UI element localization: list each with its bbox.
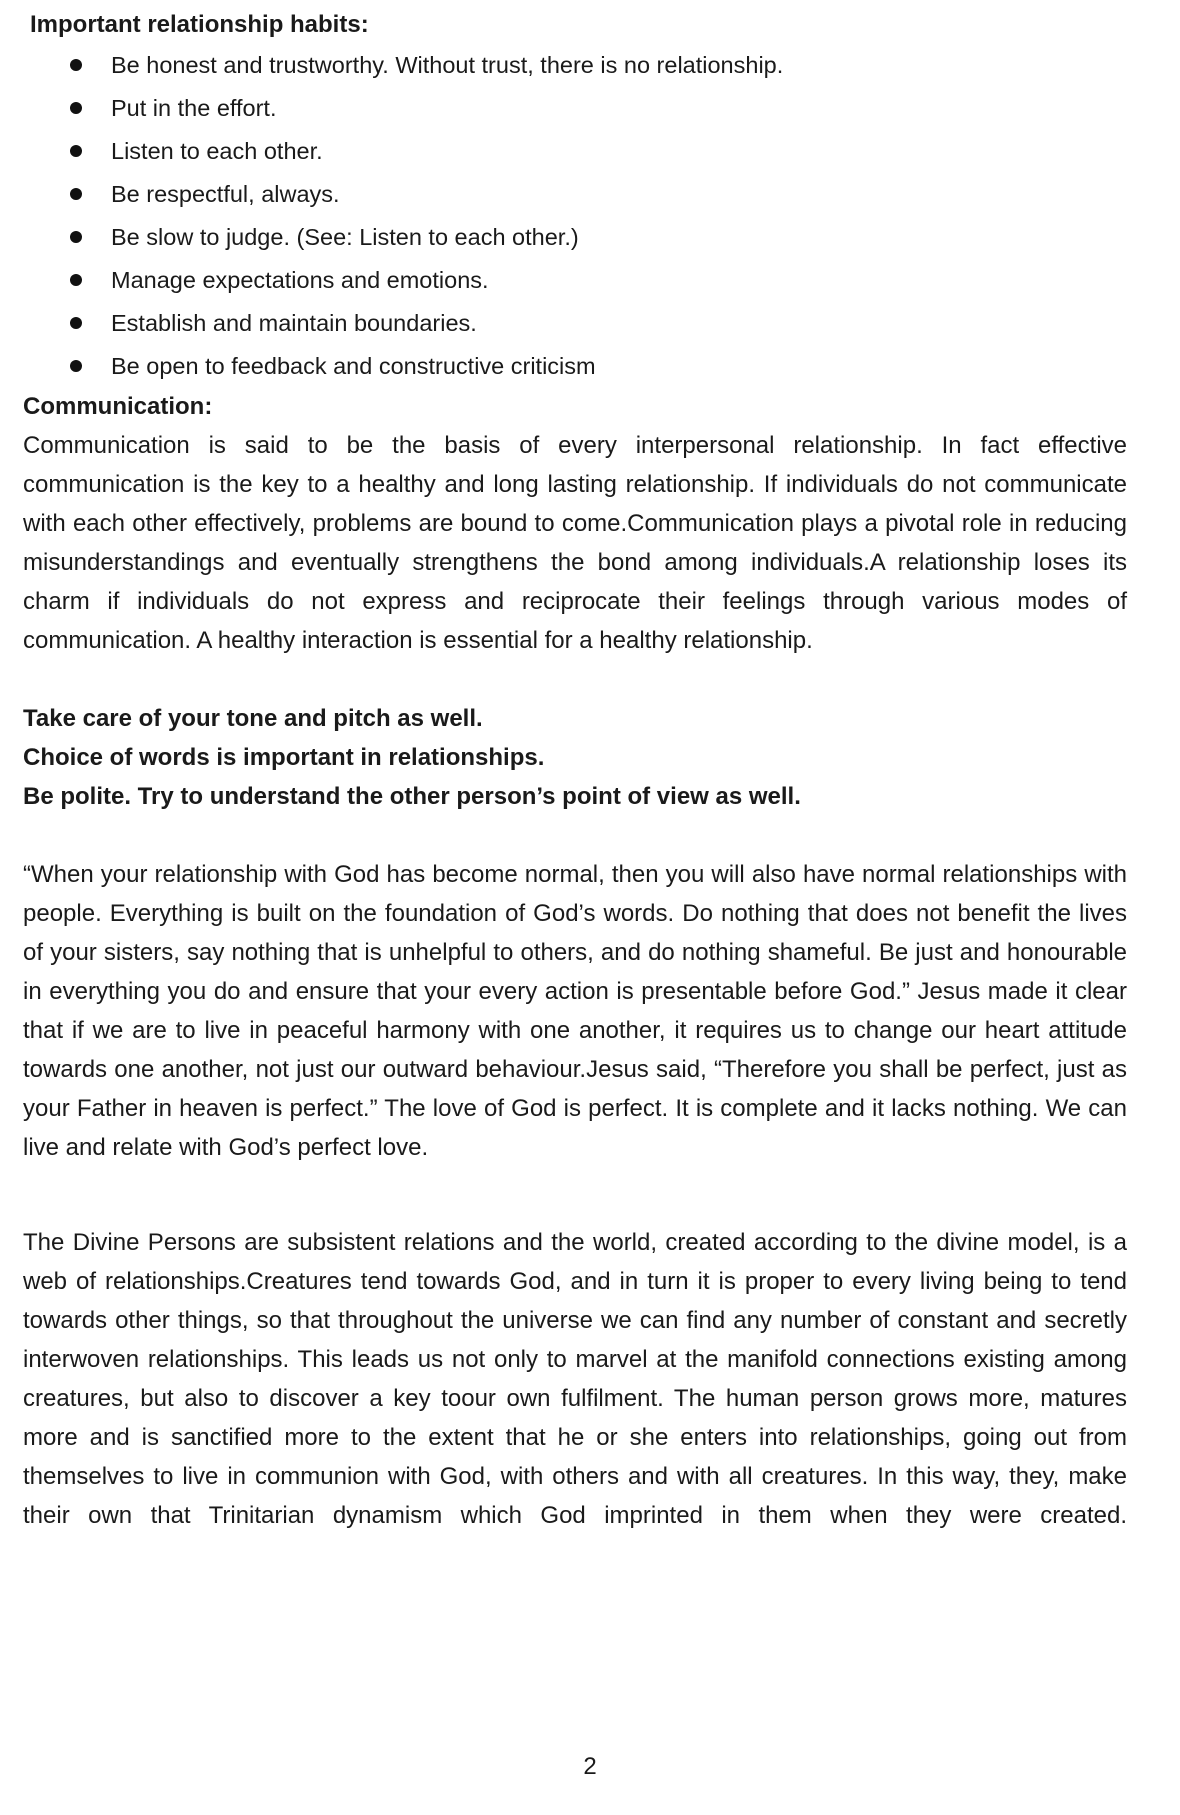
quote-paragraph: “When your relationship with God has become normal, then you will also have normal relationships with people. Everything is built on the foundation of God’s words. Do nothing that does not benefit the lives of your sisters, say nothing that is unhelpful to others, and do nothing shameful. Be just and honourable in everything you do and ensure that your every action is presentable before God.” Jesus made it clear that if we are to live in peaceful harmony with one another, it requires us to change our heart attitude towards one another, not just our outward behaviour.Jesus said, “Therefore you shall be perfect, just as your Father in heaven is perfect.” The love of God is perfect. It is complete and it lacks nothing. We can live and relate with God’s perfect love. [23,861,1127,1161]
habit-text: Manage expectations and emotions. [111,267,489,293]
spacer [23,816,1127,855]
list-item [23,173,1127,216]
spacer [23,660,1127,699]
habit-text: Be open to feedback and constructive criticism [111,353,596,379]
tip-words: Choice of words is important in relationships. [23,744,545,771]
bullet-icon [70,231,82,243]
bullet-icon [70,317,82,329]
habit-text: Be honest and trustworthy. Without trust, there is no relationship. [111,52,784,78]
habit-text: Listen to each other. [111,138,323,164]
list-item [23,259,1127,302]
document-page [23,0,1127,1535]
bullet-icon [70,102,82,114]
spacer [23,1167,1127,1223]
habit-text: Establish and maintain boundaries. [111,310,477,336]
list-item [23,130,1127,173]
habits-list [23,44,1127,388]
bullet-icon [70,360,82,372]
page-number: 2 [583,1753,597,1780]
communication-heading: Communication: [23,393,213,420]
list-item [23,302,1127,345]
list-item [23,345,1127,388]
habit-text: Put in the effort. [111,95,277,121]
tip-polite: Be polite. Try to understand the other person’s point of view as well. [23,783,801,810]
divine-paragraph: The Divine Persons are subsistent relations and the world, created according to the divine model, is a web of relationships.Creatures tend towards God, and in turn it is proper to every living being to tend towards other things, so that throughout the universe we can find any number of constant and secretly interwoven relationships. This leads us not only to marvel at the manifold connections existing among creatures, but also to discover a key toour own fulfilment. The human person grows more, matures more and is sanctified more to the extent that he or she enters into relationships, going out from themselves to live in communion with God, with others and with all creatures. In this way, they, make their own that Trinitarian dynamism which God imprinted in them when they were created. [23,1229,1127,1529]
bullet-icon [70,274,82,286]
habit-text: Be respectful, always. [111,181,340,207]
list-item [23,44,1127,87]
list-item [23,216,1127,259]
bullet-icon [70,59,82,71]
bullet-icon [70,145,82,157]
bullet-icon [70,188,82,200]
communication-paragraph: Communication is said to be the basis of every interpersonal relationship. In fact effective communication is the key to a healthy and long lasting relationship. If individuals do not communicate with each other effectively, problems are bound to come.Communication plays a pivotal role in reducing misunderstandings and eventually strengthens the bond among individuals.A relationship loses its charm if individuals do not express and reciprocate their feelings through various modes of communication. A healthy interaction is essential for a healthy relationship. [23,432,1127,654]
list-item [23,87,1127,130]
habits-heading: Important relationship habits: [30,11,369,38]
tip-tone: Take care of your tone and pitch as well. [23,705,483,732]
habit-text: Be slow to judge. (See: Listen to each other.) [111,224,579,250]
